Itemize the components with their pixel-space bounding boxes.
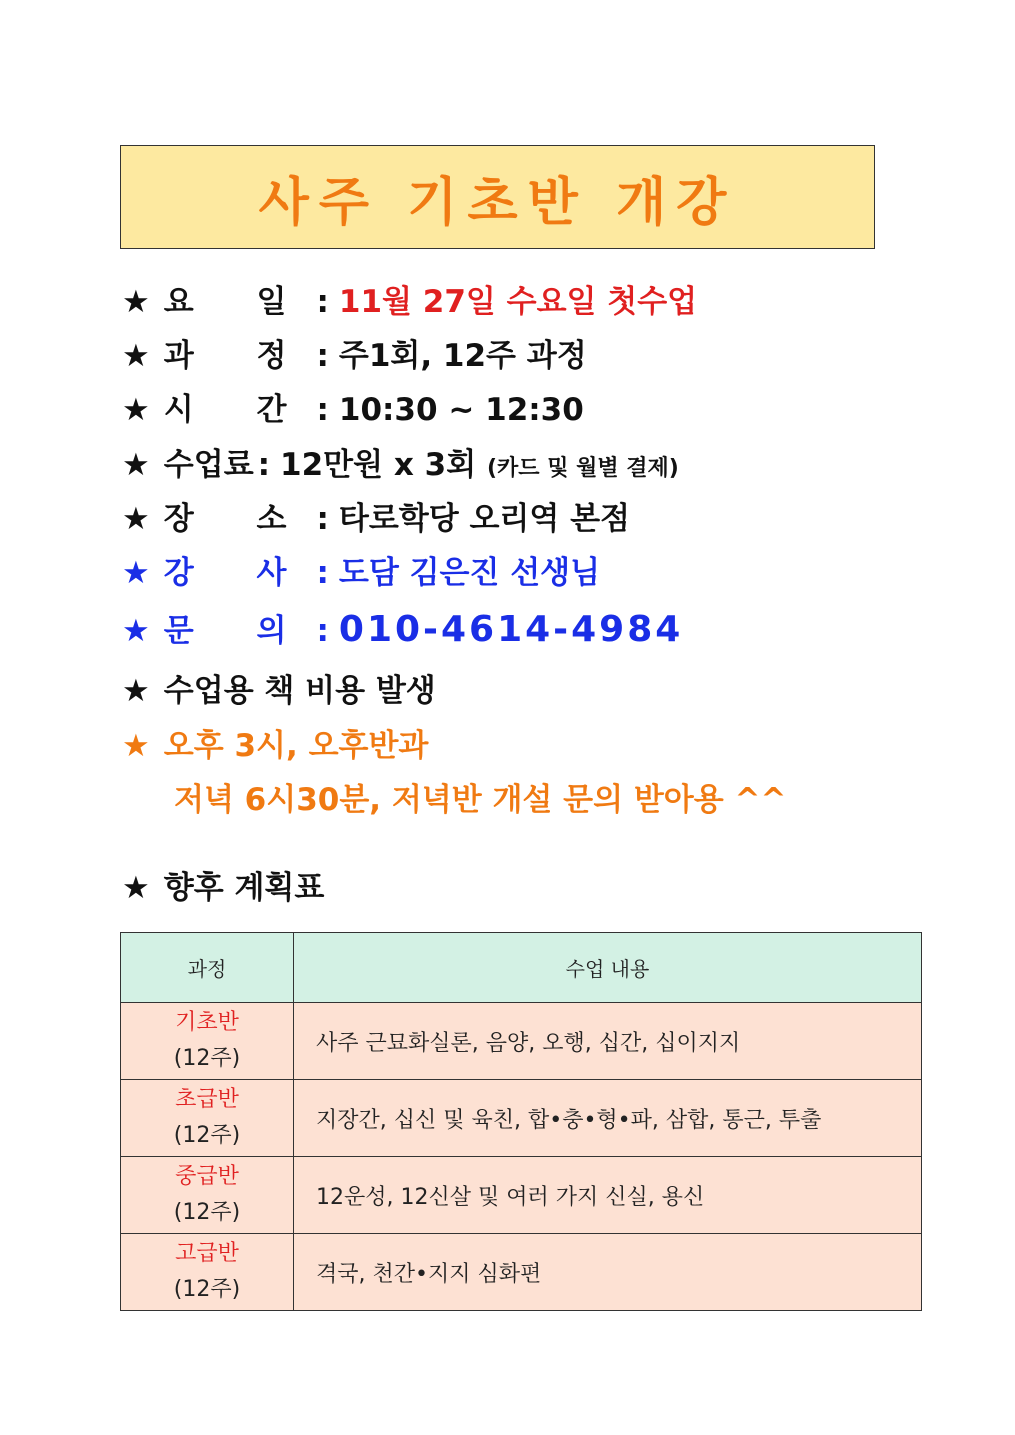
course-duration: (12주) xyxy=(173,1200,241,1225)
info-value: 도담 김은진 선생님 xyxy=(338,555,601,591)
info-extra-classes xyxy=(122,726,428,766)
course-cell xyxy=(121,1234,294,1311)
info-label: 요 일 xyxy=(163,284,313,320)
course-name: 고급반 xyxy=(175,1241,239,1266)
section-title: 향후 계획표 xyxy=(163,870,325,906)
table-row xyxy=(121,1157,922,1234)
star-icon: ★ xyxy=(122,447,150,483)
course-name: 기초반 xyxy=(175,1010,239,1035)
info-separator: : xyxy=(257,447,271,483)
info-time xyxy=(122,390,584,430)
star-icon: ★ xyxy=(122,284,150,320)
table-row xyxy=(121,1003,922,1080)
info-label: 수업료 xyxy=(163,447,254,483)
table-row xyxy=(121,1234,922,1311)
star-icon: ★ xyxy=(122,728,150,764)
info-day xyxy=(122,282,697,322)
star-icon: ★ xyxy=(122,392,150,428)
info-book-cost xyxy=(122,671,436,711)
info-value: 타로학당 오리역 본점 xyxy=(338,501,630,537)
info-label: 시 간 xyxy=(163,392,313,428)
info-contact xyxy=(122,610,683,651)
title-banner xyxy=(120,145,875,249)
info-value: 11월 27일 수요일 첫수업 xyxy=(338,284,698,320)
course-cell xyxy=(121,1003,294,1080)
course-name: 중급반 xyxy=(175,1164,239,1189)
info-separator: : xyxy=(316,284,329,320)
course-duration: (12주) xyxy=(173,1123,241,1148)
column-header-content: 수업 내용 xyxy=(294,933,922,1003)
star-icon: ★ xyxy=(122,338,150,374)
info-fee xyxy=(122,445,679,489)
info-separator: : xyxy=(316,555,329,591)
course-duration: (12주) xyxy=(173,1046,241,1071)
info-value: 주1회, 12주 과정 xyxy=(338,338,587,374)
course-content: 격국, 천간•지지 심화편 xyxy=(294,1234,922,1311)
info-label: 강 사 xyxy=(163,555,313,591)
info-label: 장 소 xyxy=(163,501,313,537)
info-separator: : xyxy=(316,501,329,537)
star-icon: ★ xyxy=(122,555,150,591)
course-cell xyxy=(121,1157,294,1234)
contact-phone: 010-4614-4984 xyxy=(338,609,684,650)
info-note: (카드 및 월별 결제) xyxy=(486,456,679,481)
column-header-course: 과정 xyxy=(121,933,294,1003)
table-row xyxy=(121,1080,922,1157)
info-extra-classes-line2 xyxy=(174,780,786,820)
table-header-row xyxy=(121,933,922,1003)
star-icon: ★ xyxy=(122,501,150,537)
info-label: 문 의 xyxy=(163,613,313,649)
info-separator: : xyxy=(316,392,329,428)
star-icon: ★ xyxy=(122,613,150,649)
info-text: 수업용 책 비용 발생 xyxy=(163,673,436,709)
course-duration: (12주) xyxy=(173,1277,241,1302)
plan-table xyxy=(120,932,922,1311)
info-instructor xyxy=(122,553,600,593)
info-course xyxy=(122,336,587,376)
course-content: 지장간, 십신 및 육친, 합•충•형•파, 삼합, 통근, 투출 xyxy=(294,1080,922,1157)
star-icon: ★ xyxy=(122,870,150,906)
info-place xyxy=(122,499,630,539)
course-content: 12운성, 12신살 및 여러 가지 신실, 용신 xyxy=(294,1157,922,1234)
course-name: 초급반 xyxy=(175,1087,239,1112)
info-label: 과 정 xyxy=(163,338,313,374)
course-cell xyxy=(121,1080,294,1157)
info-value: 10:30 ~ 12:30 xyxy=(338,392,584,428)
info-separator: : xyxy=(316,613,329,649)
course-content: 사주 근묘화실론, 음양, 오행, 십간, 십이지지 xyxy=(294,1003,922,1080)
page-title: 사주 기초반 개강 xyxy=(258,172,737,233)
info-value: 12만원 x 3회 xyxy=(280,447,477,483)
info-separator: : xyxy=(316,338,329,374)
section-heading-plan xyxy=(122,868,324,908)
info-text: 오후 3시, 오후반과 xyxy=(163,728,429,764)
star-icon: ★ xyxy=(122,673,150,709)
info-text: 저녁 6시30분, 저녁반 개설 문의 받아용 ^^ xyxy=(174,782,787,818)
